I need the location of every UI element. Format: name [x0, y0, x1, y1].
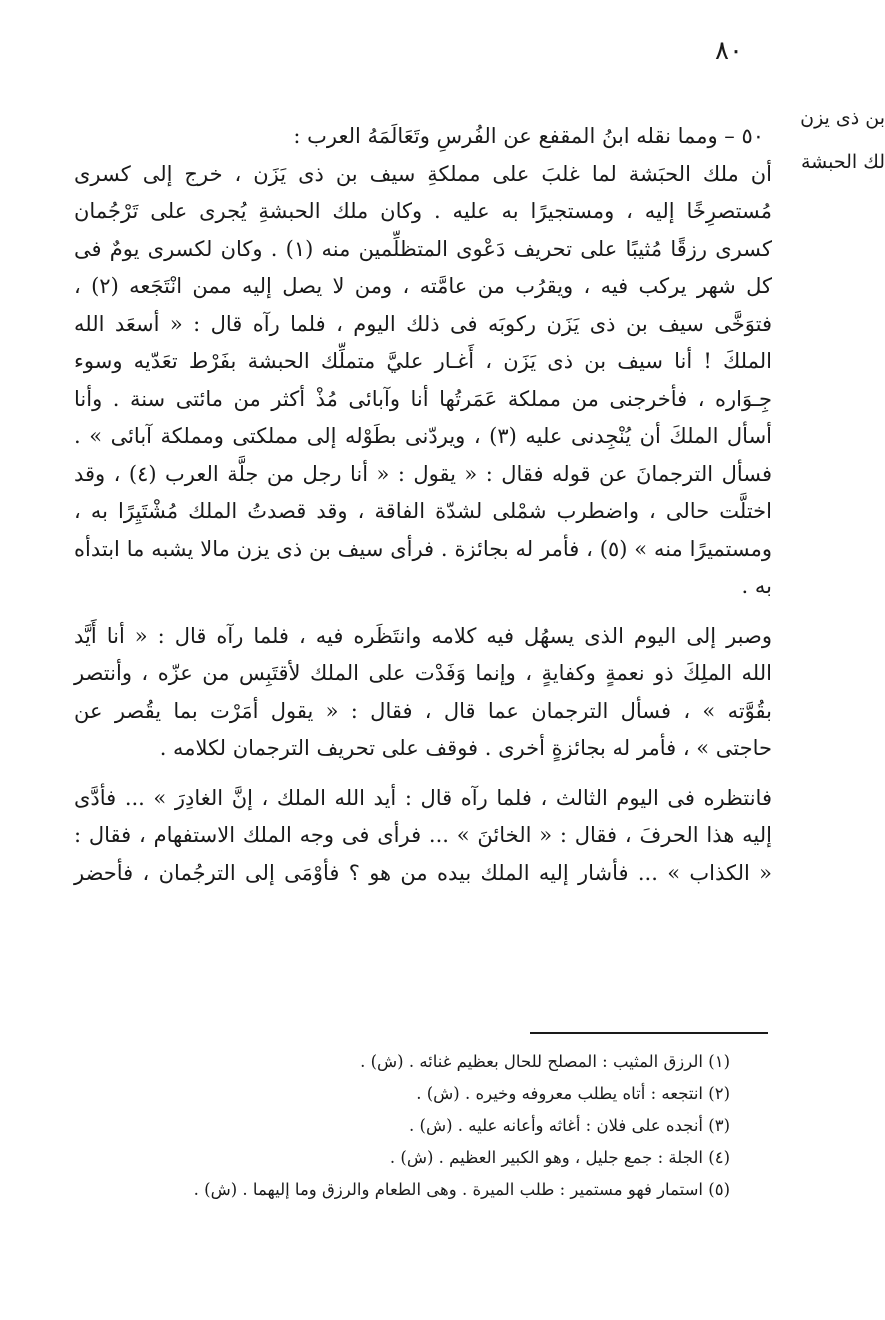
- footnotes: [110, 1046, 730, 1206]
- text-line: مُستصرِخًا إليه ، ومستجيرًا به عليه . وكان ملك الحبشةِ يُجرى على تَرْجُمان: [74, 199, 772, 223]
- text-line: وصبر إلى اليوم الذى يسهُل فيه كلامه وانتَظَره فيه ، فلما رآه قال : « أنا أَيَّد: [74, 623, 772, 648]
- text-line: فانتظره فى اليوم الثالث ، فلما رآه قال : أيد الله الملك ، إنَّ الغادِرَ » ... فأدَّى: [74, 785, 772, 810]
- text-line: بقُوَّته » ، فسأل الترجمان عما قال ، فقال : « يقول أمَرْت بما يقُصر عن: [74, 698, 772, 723]
- footnote: (٤) الجلة : جمع جليل ، وهو الكبير العظيم . (ش) .: [389, 1148, 730, 1167]
- text-line: إليه هذا الحرفَ ، فقال : « الخائنَ » ... فرأى فى وجه الملك الاستفهام ، فقال :: [74, 823, 772, 847]
- text-line: ومستميرًا منه » (٥) ، فأمر له بجائزة . فرأى سيف بن ذى يزن مالا يشبه ما ابتدأه: [74, 536, 773, 561]
- text-line: حاجتى » ، فأمر له بجائزةٍ أخرى . فوقف على تحريف الترجمان لكلامه .: [159, 736, 772, 760]
- footnote: (٥) استمار فهو مستمير : طلب الميرة . وهى الطعام والرزق وما إليهما . (ش) .: [193, 1180, 730, 1199]
- text-line: فتوَخَّى سيف بن ذى يَزَن ركوبَه فى ذلك اليوم ، فلما رآه قال : « أسعَد الله: [74, 311, 772, 336]
- paragraph: [74, 156, 772, 606]
- text-line: الله الملِكَ ذو نعمةٍ وكفايةٍ ، وإنما وَفَدْت على الملك لأقتَبِس من عزّه ، وأنتصر: [74, 661, 772, 685]
- footnote: (٢) انتجعه : أتاه يطلب معروفه وخيره . (ش) .: [416, 1084, 730, 1103]
- text-line: كل شهر يركب فيه ، ويقرُب من عامَّته ، ومن لا يصل إليه ممن انْتَجَعه (٢) ،: [74, 274, 772, 298]
- footnote-divider: [530, 1032, 768, 1034]
- footnote: (١) الرزق المثيب : المصلح للحال بعظيم غنائه . (ش) .: [360, 1052, 730, 1071]
- text-line: اختلَّت حالى ، واضطرب شمْلى لشدّة الفاقة ، وقد قصدتُ الملك مُشْتَيِرًا به ،: [74, 499, 772, 523]
- text-line: كسرى رزقًا مُثيبًا على تحريف دَعْوى المتظلِّمين منه (١) . وكان لكسرى يومٌ فى: [74, 236, 772, 261]
- section-heading: ٥٠ – ومما نقله ابنُ المقفع عن الفُرسِ وتَعَالَمَهُ العرب :: [293, 124, 764, 148]
- text-line: جِـوَاره ، فأخرجنى من مملكة عَمَرتُها أنا وآبائى مُذْ أكثر من مائتى سنة . وأنا: [74, 386, 772, 411]
- text-line: أن ملك الحبَشة لما غلبَ على مملكةِ سيف بن ذى يَزَن ، خرج إلى كسرى: [74, 161, 772, 186]
- text-line: أسأل الملكَ أن يُنْجِدنى عليه (٣) ، ويردّنى بطَوْله إلى مملكتى ومملكة آبائى » .: [74, 424, 773, 448]
- footnote: (٣) أنجده على فلان : أغاثه وأعانه عليه . (ش) .: [409, 1116, 730, 1135]
- side-note-line: لك الحبشة: [800, 151, 885, 173]
- paragraph: [74, 780, 772, 893]
- page-number: ٨٠: [715, 36, 743, 66]
- paragraph: [74, 618, 772, 768]
- text-line: الملكَ ! أنا سيف بن ذى يَزَن ، أَغـار عليَّ متملِّك الحبشة بفَرْط تعَدّيه وسوء: [74, 349, 772, 373]
- text-line: « الكذاب » ... فأشار إليه الملك بيده من هو ؟ فأوْمَى إلى الترجُمان ، فأحضر: [74, 860, 772, 885]
- body-text: [74, 118, 772, 892]
- text-line: به .: [741, 574, 772, 598]
- side-note-line: بن ذى يزن: [800, 107, 885, 129]
- text-line: فسأل الترجمانَ عن قوله فقال : « يقول : « أنا رجل من جلَّة العرب (٤) ، وقد: [74, 461, 772, 486]
